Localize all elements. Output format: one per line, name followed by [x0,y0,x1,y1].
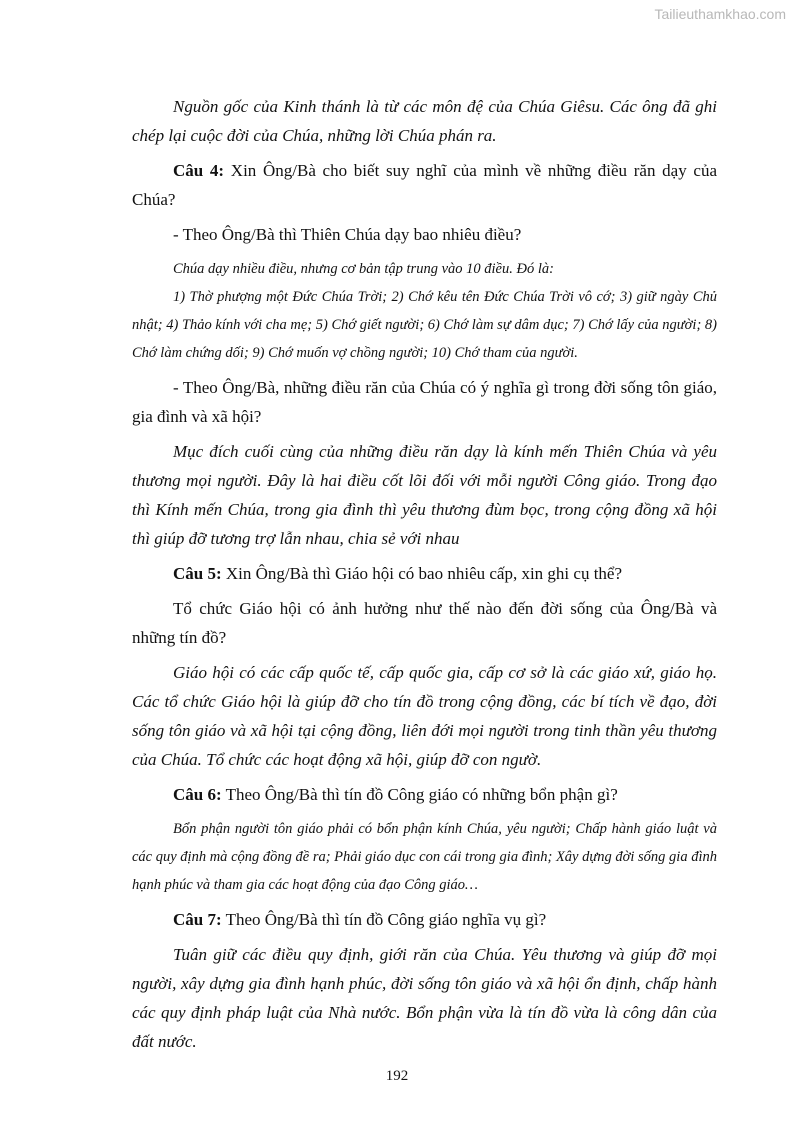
answer-4a-list: 1) Thờ phượng một Đức Chúa Trời; 2) Chớ kêu tên Đức Chúa Trời vô cớ; 3) giữ ngày Chủ nhật; 4) Thảo kính với cha mẹ; 5) Chớ giết người; 6) Chớ làm sự dâm dục; 7) Chớ lấy của người; 8) Chớ làm chứng dối; 9) Chớ muốn vợ chồng người; 10) Chớ tham của người. [132,289,717,361]
question-4 [132,156,717,214]
answer-5: Giáo hội có các cấp quốc tế, cấp quốc gia, cấp cơ sở là các giáo xứ, giáo họ. Các tổ chức Giáo hội là giúp đỡ cho tín đồ trong cộng đồng, các bí tích về đạo, đời sống tôn giáo và xã hội tại cộng đồng, liên đới mọi người trong tinh thần yêu thương của Chúa. Tổ chức các hoạt động xã hội, giúp đỡ con ngườ. [132,663,717,769]
answer-3-paragraph: Nguồn gốc của Kinh thánh là từ các môn đệ của Chúa Giêsu. Các ông đã ghi chép lại cuộc đời của Chúa, những lời Chúa phán ra. [132,97,717,145]
answer-7: Tuân giữ các điều quy định, giới răn của Chúa. Yêu thương và giúp đỡ mọi người, xây dựng gia đình hạnh phúc, đời sống tôn giáo và xã hội ổn định, chấp hành các quy định pháp luật của Nhà nước. Bổn phận vừa là tín đồ vừa là công dân của đất nước. [132,945,717,1051]
question-4a: - Theo Ông/Bà thì Thiên Chúa dạy bao nhiêu điều? [173,225,522,244]
question-7-text: Theo Ông/Bà thì tín đồ Công giáo nghĩa vụ gì? [221,910,547,929]
page-content [132,92,717,1056]
question-5b: Tổ chức Giáo hội có ảnh hưởng như thế nào đến đời sống của Ông/Bà và những tín đồ? [132,599,717,647]
question-5 [132,559,717,588]
answer-4b: Mục đích cuối cùng của những điều răn dạy là kính mến Thiên Chúa và yêu thương mọi người. Đây là hai điều cốt lõi đối với mỗi người Công giáo. Trong đạo thì Kính mến Chúa, trong gia đình thì yêu thương đùm bọc, trong cộng đồng xã hội thì giúp đỡ tương trợ lẫn nhau, chia sẻ với nhau [132,442,717,548]
question-5-label: Câu 5: [173,564,222,583]
question-6-label: Câu 6: [173,785,222,804]
question-7-label: Câu 7: [173,910,222,929]
watermark: Tailieuthamkhao.com [654,6,786,22]
question-6-text: Theo Ông/Bà thì tín đồ Công giáo có những bổn phận gì? [221,785,618,804]
question-4-text: Xin Ông/Bà cho biết suy nghĩ của mình về những điều răn dạy của Chúa? [132,161,717,209]
question-7 [132,905,717,934]
page-number: 192 [385,1068,409,1084]
question-4-label: Câu 4: [173,161,225,180]
question-4b: - Theo Ông/Bà, những điều răn của Chúa có ý nghĩa gì trong đời sống tôn giáo, gia đình và xã hội? [132,378,717,426]
answer-4a-intro: Chúa dạy nhiều điều, nhưng cơ bản tập trung vào 10 điều. Đó là: [173,261,554,277]
question-6 [132,780,717,809]
question-5-text: Xin Ông/Bà thì Giáo hội có bao nhiêu cấp, xin ghi cụ thể? [221,564,623,583]
answer-6: Bổn phận người tôn giáo phải có bổn phận kính Chúa, yêu người; Chấp hành giáo luật và các quy định mà cộng đồng đề ra; Phải giáo dục con cái trong gia đình; Xây dựng đời sống gia đình hạnh phúc và tham gia các hoạt động của đạo Công giáo… [132,821,717,893]
